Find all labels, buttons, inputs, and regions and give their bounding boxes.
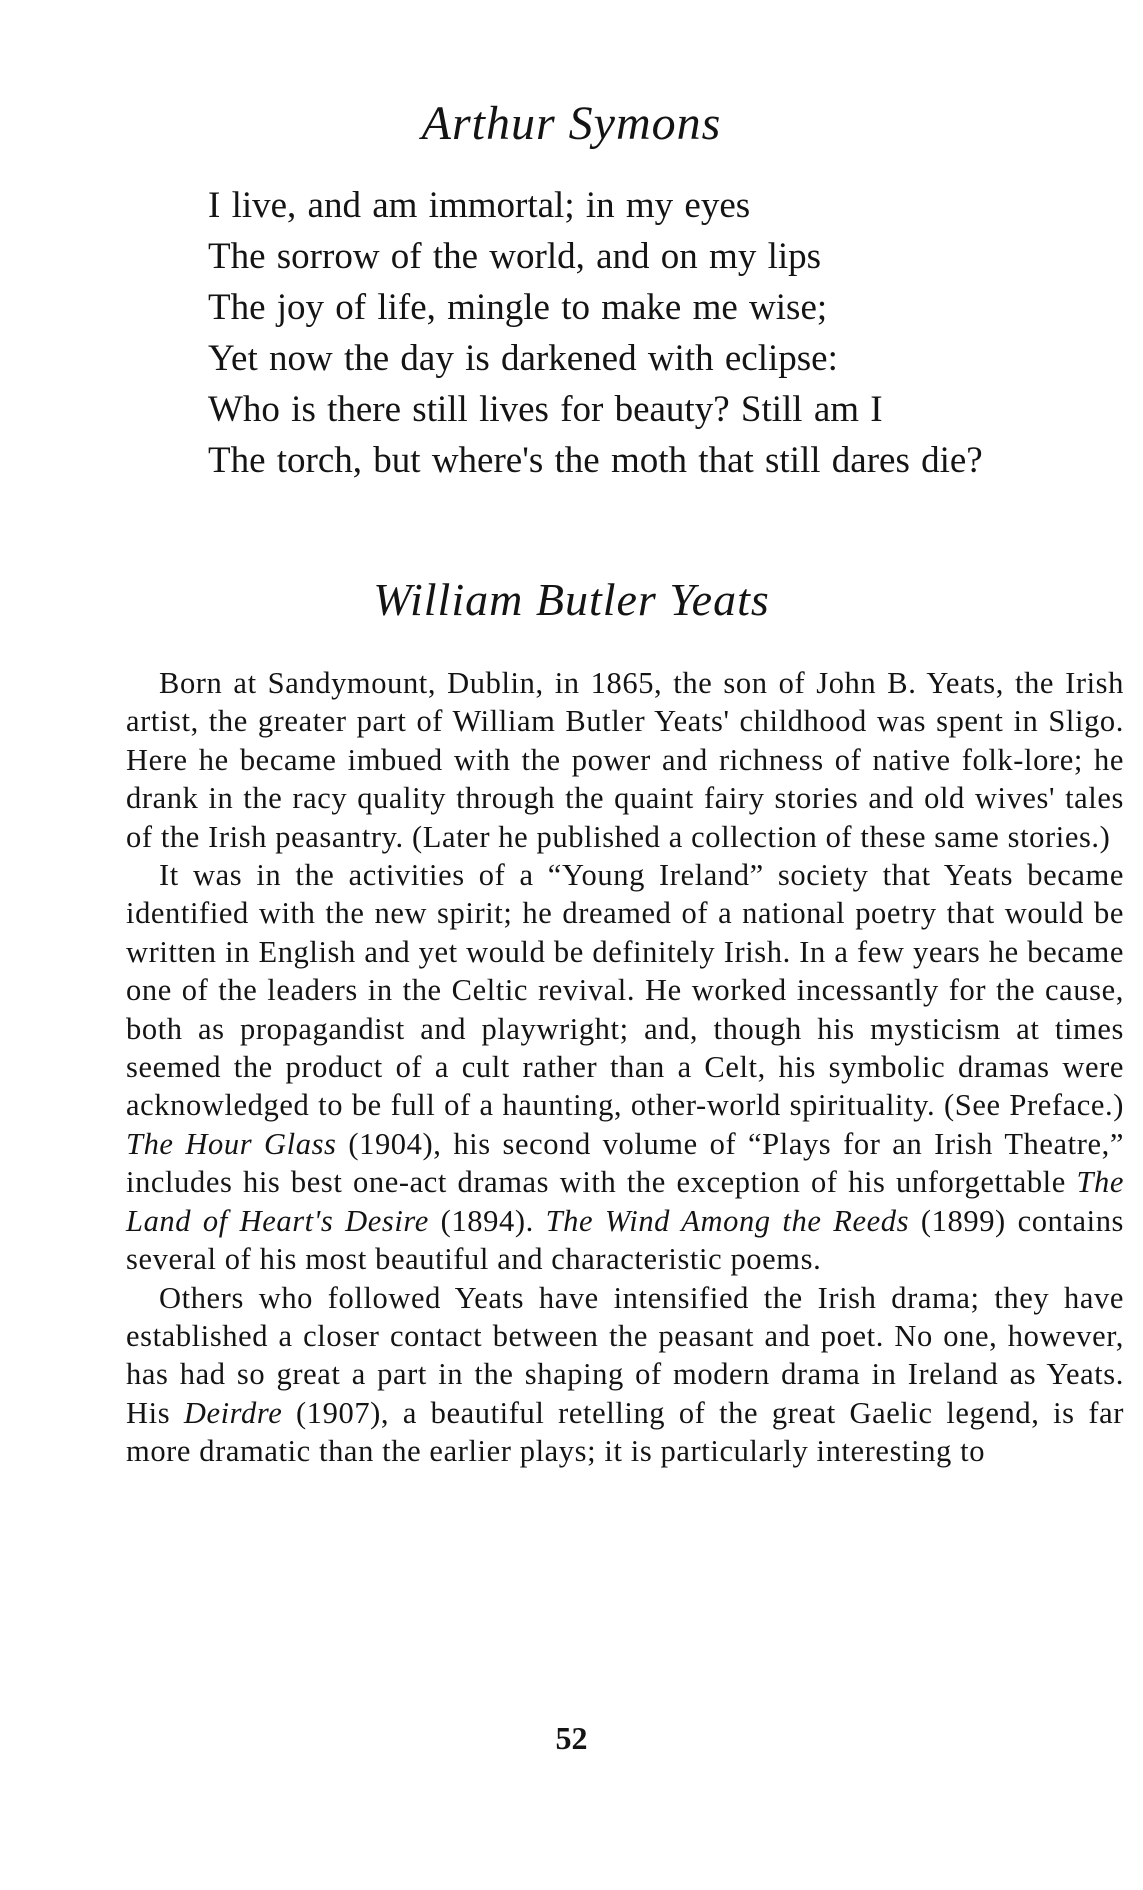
poem-line: Yet now the day is darkened with eclipse: [208,338,838,379]
paragraph-1 [126,664,1124,856]
poem [208,180,1128,486]
paragraph-text: (1904), his second volume of “Plays for an Irish Theatre,” includes his best one-act dramas with the exception of his unforgettable [126,1126,1124,1200]
paragraph-text: Others who followed Yeats have intensified the Irish drama; they have established a closer contact between the peasant and poet. No one, however, has had so great a part in the shaping of modern drama in Ireland as Yeats. His [126,1280,1124,1430]
poem-line: The torch, but where's the moth that still dares die? [208,440,983,481]
book-title: The Hour Glass [126,1126,337,1161]
poem-line: The sorrow of the world, and on my lips [208,236,822,277]
poem-line: I live, and am immortal; in my eyes [208,185,751,226]
author-heading-yeats: William Butler Yeats [373,574,770,625]
poem-line: The joy of life, mingle to make me wise; [208,287,828,328]
paragraph-3 [126,1279,1124,1471]
author-heading-symons: Arthur Symons [421,97,722,150]
book-title: Deirdre [183,1395,283,1430]
paragraph-text: (1899) contains several of his most beautiful and characteristic poems. [126,1203,1125,1277]
paragraph-text: (1907), a beautiful retelling of the great Gaelic legend, is far more dramatic than the earlier plays; it is particularly interesting to [126,1395,1124,1469]
poem-line: Who is there still lives for beauty? Still am I [208,389,883,430]
paragraph-text: (1894). [428,1203,546,1238]
paragraph-2 [126,856,1124,1278]
biography-text [126,664,1124,1471]
book-title: The Wind Among the Reeds [545,1203,910,1238]
paragraph-text: Born at Sandymount, Dublin, in 1865, the son of John B. Yeats, the Irish artist, the greater part of William Butler Yeats' childhood was spent in Sligo. Here he became imbued with the power and richness of native folk-lore; he drank in the racy quality through the quaint fairy stories and old wives' tales of the Irish peasantry. (Later he published a collection of these same stories.) [126,666,1124,854]
page-number: 52 [555,1720,588,1756]
book-title: The Land of Heart's Desire [126,1165,1124,1238]
paragraph-text: It was in the activities of a “Young Ireland” society that Yeats became identified with the new spirit; he dreamed of a national poetry that would be written in English and yet would be definitely Irish. In a few years he became one of the leaders in the Celtic revival. He worked incessantly for the cause, both as propagandist and playwright; and, though his mysticism at times seemed the product of a cult rather than a Celt, his symbolic dramas were acknowledged to be full of a haunting, other-world spirituality. (See Preface.) [126,858,1124,1123]
